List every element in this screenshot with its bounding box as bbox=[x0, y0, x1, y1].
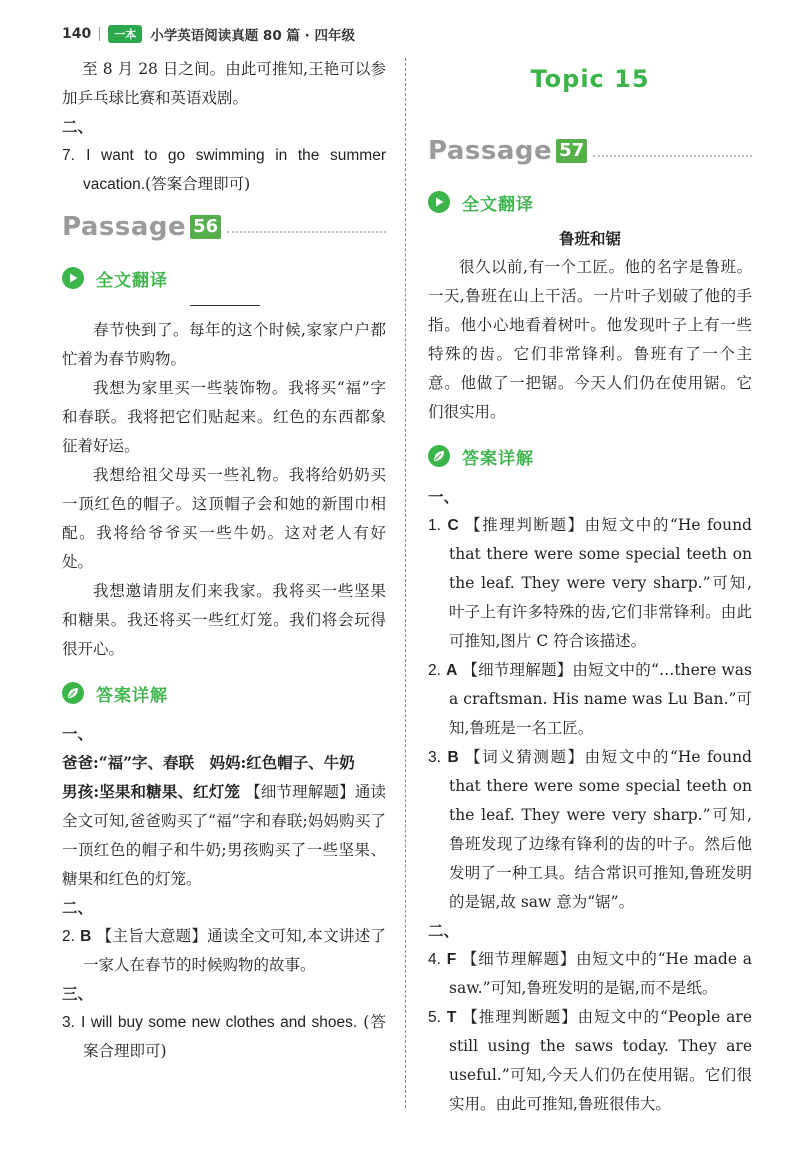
explanation-post: ”可知,鲁班是一名工匠。 bbox=[449, 690, 752, 737]
english-quote: He found that there were some special teeth on the leaf. They were very sharp. bbox=[449, 516, 752, 592]
continued-paragraph: 至 8 月 28 日之间。由此可推知,王艳可以参加乒乓球比赛和英语戏剧。 bbox=[62, 60, 386, 107]
page-number: 140 bbox=[62, 26, 92, 42]
answer-letter: B bbox=[447, 749, 459, 766]
answer-letter: C bbox=[447, 517, 459, 534]
explanation-pre: 由短文中的“ bbox=[584, 516, 678, 534]
section-title: 全文翻译 bbox=[96, 270, 168, 291]
explanation-pre: 由短文中的“ bbox=[576, 950, 666, 968]
item-number: 3. bbox=[428, 749, 441, 766]
explanation-post: ”可知,鲁班发明的是锯,而不是纸。 bbox=[482, 979, 718, 997]
explanation-text: 通读全文可知,爸爸购买了“福”字和春联;妈妈购买了一顶红色的帽子和牛奶;男孩购买了一些坚果、糖果和红色的灯笼。 bbox=[62, 783, 386, 888]
part-label: 二、 bbox=[428, 921, 460, 940]
item-number: 5. bbox=[428, 1009, 441, 1026]
answer-letter: T bbox=[446, 1009, 457, 1026]
answer-note: (答案合理即可) bbox=[145, 175, 251, 193]
question-type: 【细节理解题】 bbox=[245, 783, 355, 801]
answer-item-1 bbox=[428, 511, 752, 656]
dotted-rule bbox=[593, 155, 752, 157]
header-divider bbox=[99, 27, 100, 41]
question-type: 【主旨大意题】 bbox=[96, 927, 208, 945]
passage-label: Passage bbox=[62, 212, 187, 242]
answer-item-2 bbox=[428, 656, 752, 743]
item-number: 2. bbox=[428, 662, 441, 679]
answer-letter: A bbox=[446, 662, 458, 679]
translation-paragraph: 春节快到了。每年的这个时候,家家户户都忙着为春节购物。 bbox=[62, 321, 386, 368]
passage-heading bbox=[62, 203, 386, 251]
brand-logo: 一本 bbox=[108, 25, 142, 43]
question-type: 【推理判断题】 bbox=[462, 1008, 578, 1026]
answer-item-4 bbox=[428, 945, 752, 1003]
translation-paragraph: 我想给祖父母买一些礼物。我将给奶奶买一顶红色的帽子。这顶帽子会和她的新围巾相配。我将给爷爷买一些牛奶。这对老人有好处。 bbox=[62, 466, 386, 571]
item-number: 3. bbox=[62, 1014, 75, 1031]
item-number: 7. bbox=[62, 147, 75, 164]
question-type: 【细节理解题】 bbox=[462, 661, 573, 679]
answer-english: I will buy some new clothes and shoes. bbox=[81, 1014, 358, 1031]
dotted-rule bbox=[227, 231, 386, 233]
story-paragraph: 很久以前,有一个工匠。他的名字是鲁班。一天,鲁班在山上干活。一片叶子划破了他的手指。他小心地看着树叶。他发现叶子上有一些特殊的齿。它们非常锋利。鲁班有了一个主意。他做了一把锯。今天人们仍在使用锯。它们很实用。 bbox=[428, 258, 752, 421]
item-number: 2. bbox=[62, 928, 75, 945]
answer-letter: B bbox=[80, 928, 92, 945]
passage-number-badge: 57 bbox=[556, 139, 587, 163]
section-title: 答案详解 bbox=[96, 685, 168, 706]
play-icon bbox=[62, 267, 84, 289]
explanation-text: 通读全文可知,本文讲述了一家人在春节的时候购物的故事。 bbox=[83, 927, 386, 974]
section-heading-answers bbox=[428, 437, 752, 475]
answer-bold-line: 男孩:坚果和糖果、红灯笼 bbox=[62, 782, 241, 801]
answer-english: I want to go swimming in the summer vacation. bbox=[83, 147, 386, 193]
answer-item-3 bbox=[428, 743, 752, 917]
question-type: 【细节理解题】 bbox=[461, 950, 577, 968]
passage-heading bbox=[428, 127, 752, 175]
english-quote: People are still using the saws today. They are useful. bbox=[449, 1008, 752, 1084]
english-quote: He made a saw. bbox=[449, 950, 752, 997]
question-type: 【词义猜测题】 bbox=[465, 748, 585, 766]
answer-item-1 bbox=[62, 777, 386, 894]
answer-item-7 bbox=[62, 141, 386, 199]
passage-label: Passage bbox=[428, 136, 553, 166]
play-icon bbox=[428, 191, 450, 213]
page-header bbox=[62, 21, 355, 47]
topic-title: Topic 15 bbox=[530, 65, 650, 93]
part-label: 一、 bbox=[62, 724, 94, 743]
answer-item-3 bbox=[62, 1008, 386, 1066]
answer-note: (答案合理即可) bbox=[83, 1013, 386, 1060]
book-title: 小学英语阅读真题 80 篇 · 四年级 bbox=[150, 28, 355, 44]
english-quote: He found that there were some special teeth on the leaf. They were very sharp. bbox=[449, 748, 752, 824]
section-heading-translation bbox=[428, 183, 752, 221]
column-divider bbox=[405, 58, 406, 1108]
answer-item-2 bbox=[62, 922, 386, 980]
story-title: 鲁班和锯 bbox=[558, 229, 621, 248]
item-number: 1. bbox=[428, 517, 441, 534]
passage-number-badge: 56 bbox=[190, 215, 221, 239]
leaf-icon bbox=[62, 682, 84, 704]
translation-paragraph: 我想为家里买一些装饰物。我将买“福”字和春联。我将把它们贴起来。红色的东西都象征着好运。 bbox=[62, 379, 386, 455]
leaf-icon bbox=[428, 445, 450, 467]
section-heading-answers bbox=[62, 674, 386, 712]
explanation-pre: 由短文中的“ bbox=[577, 1008, 668, 1026]
left-column bbox=[62, 55, 386, 1066]
right-column bbox=[428, 55, 752, 1119]
explanation-pre: 由短文中的“ bbox=[572, 661, 659, 679]
explanation-post: ”可知,叶子上有许多特殊的齿,它们非常锋利。由此可推知,图片 C 符合该描述。 bbox=[449, 574, 752, 650]
answer-letter: F bbox=[446, 951, 457, 968]
part-label: 二、 bbox=[62, 898, 94, 917]
item-number: 4. bbox=[428, 951, 441, 968]
english-quote: …there was a craftsman. His name was Lu Ban. bbox=[449, 661, 752, 708]
explanation-post: ”可知,今天人们仍在使用锯。它们很实用。由此可推知,鲁班很伟大。 bbox=[449, 1066, 752, 1113]
explanation-post: ”可知,鲁班发现了边缘有锋利的齿的叶子。然后他发明了一种工具。结合常识可推知,鲁班发明的是锯,故 saw 意为“锯”。 bbox=[449, 806, 752, 911]
explanation-pre: 由短文中的“ bbox=[584, 748, 678, 766]
answer-item-5 bbox=[428, 1003, 752, 1119]
part-label: 二、 bbox=[62, 117, 94, 136]
part-label: 三、 bbox=[62, 984, 94, 1003]
section-title: 答案详解 bbox=[462, 448, 534, 469]
section-heading-translation bbox=[62, 259, 386, 297]
translation-paragraph: 我想邀请朋友们来我家。我将买一些坚果和糖果。我还将买一些红灯笼。我们将会玩得很开心。 bbox=[62, 582, 386, 658]
section-title: 全文翻译 bbox=[462, 194, 534, 215]
question-type: 【推理判断题】 bbox=[465, 516, 585, 534]
answer-bold-line: 爸爸:“福”字、春联 妈妈:红色帽子、牛奶 bbox=[62, 753, 355, 772]
part-label: 一、 bbox=[428, 487, 460, 506]
